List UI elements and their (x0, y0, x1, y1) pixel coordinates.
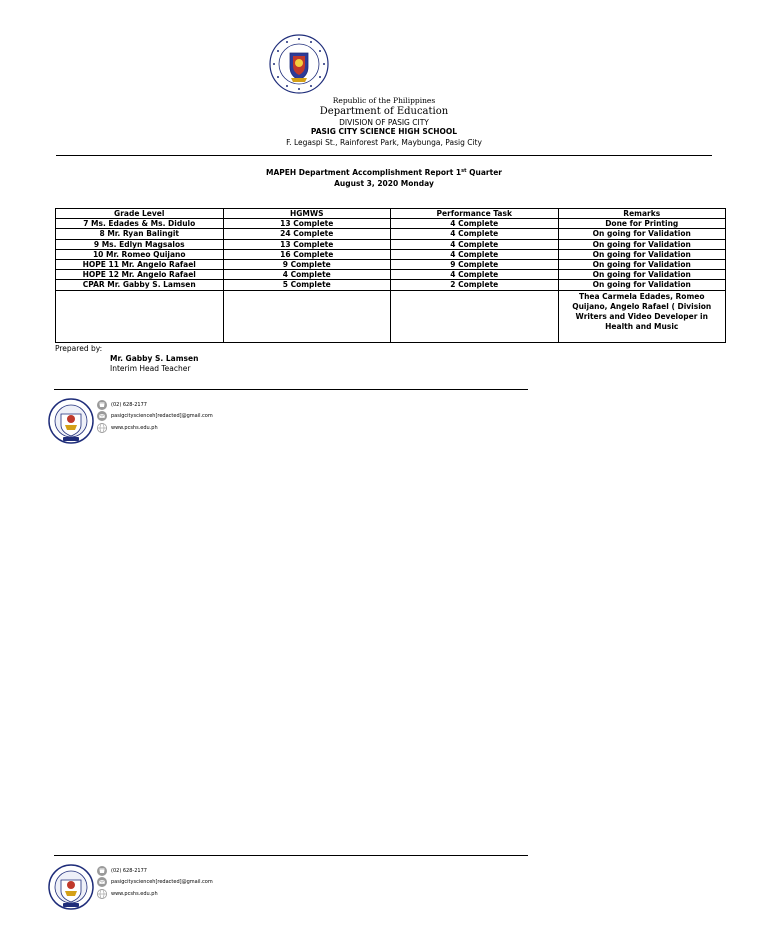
school-name: PASIG CITY SCIENCE HIGH SCHOOL (310, 127, 458, 136)
cell-hgmws: 9 Complete (223, 260, 391, 270)
cell-performance-task: 4 Complete (391, 239, 559, 249)
table-row-note (56, 290, 726, 342)
cell-performance-task: 4 Complete (391, 229, 559, 239)
footer-website-text: www.pcshs.edu.ph (111, 425, 158, 431)
col-grade-level: Grade Level (56, 209, 224, 219)
cell-hgmws: 5 Complete (223, 280, 391, 290)
cell-remarks: On going for Validation (558, 270, 726, 280)
cell-grade-level: HOPE 11 Mr. Angelo Rafael (56, 260, 224, 270)
cell-hgmws: 4 Complete (223, 270, 391, 280)
cell-remarks: On going for Validation (558, 229, 726, 239)
deped-seal-logo (269, 34, 329, 94)
signer-name: Mr. Gabby S. Lamsen (110, 354, 199, 363)
page-footer (48, 389, 538, 439)
report-title-main: MAPEH Department Accomplishment Report 1 (266, 168, 462, 177)
cell-hgmws: 16 Complete (223, 249, 391, 259)
footer-website (97, 888, 158, 900)
cell-empty (223, 290, 391, 342)
header-divider (56, 155, 712, 156)
republic-text: Republic of the Philippines (332, 96, 436, 105)
cell-remarks: On going for Validation (558, 249, 726, 259)
col-hgmws: HGMWS (223, 209, 391, 219)
school-seal-logo (48, 398, 94, 444)
table-row (56, 239, 726, 249)
signer-title: Interim Head Teacher (110, 364, 191, 373)
footer-email-text: pasigcityscienceh[redacted]@gmail.com (111, 413, 213, 419)
cell-performance-task: 4 Complete (391, 249, 559, 259)
cell-hgmws: 13 Complete (223, 219, 391, 229)
cell-grade-level: 9 Ms. Edlyn Magsalos (56, 239, 224, 249)
table-row (56, 249, 726, 259)
school-seal-logo (48, 864, 94, 910)
cell-empty (56, 290, 224, 342)
footer-email (97, 876, 213, 888)
cell-remarks: Done for Printing (558, 219, 726, 229)
cell-remarks: On going for Validation (558, 280, 726, 290)
phone-icon (97, 400, 107, 410)
cell-remarks-note: Thea Carmela Edades, Romeo Quijano, Angelo Rafael ( Division Writers and Video Developer in Health and Music (558, 290, 726, 342)
email-icon (97, 411, 107, 421)
cell-grade-level: 7 Ms. Edades & Ms. Didulo (56, 219, 224, 229)
accomplishment-table (55, 208, 726, 343)
table-row (56, 260, 726, 270)
cell-performance-task: 2 Complete (391, 280, 559, 290)
col-remarks: Remarks (558, 209, 726, 219)
report-title-quarter: Quarter (466, 168, 502, 177)
footer-website-text: www.pcshs.edu.ph (111, 891, 158, 897)
cell-performance-task: 9 Complete (391, 260, 559, 270)
report-title-ordinal: st (461, 168, 467, 174)
cell-remarks: On going for Validation (558, 239, 726, 249)
prepared-by-label: Prepared by: (55, 344, 103, 353)
report-date: August 3, 2020 Monday (334, 179, 434, 188)
cell-hgmws: 24 Complete (223, 229, 391, 239)
report-title (0, 169, 768, 177)
cell-hgmws: 13 Complete (223, 239, 391, 249)
cell-performance-task: 4 Complete (391, 219, 559, 229)
col-performance-task: Performance Task (391, 209, 559, 219)
footer-website (97, 422, 158, 434)
footer-phone-text: (02) 628-2177 (111, 868, 147, 874)
footer-email-text: pasigcityscienceh[redacted]@gmail.com (111, 879, 213, 885)
footer-divider (54, 855, 528, 856)
phone-icon (97, 866, 107, 876)
footer-divider (54, 389, 528, 390)
cell-grade-level: CPAR Mr. Gabby S. Lamsen (56, 280, 224, 290)
department-text: Department of Education (319, 106, 449, 117)
email-icon (97, 877, 107, 887)
globe-icon (97, 889, 107, 899)
globe-icon (97, 423, 107, 433)
page-footer (48, 855, 538, 905)
cell-grade-level: 10 Mr. Romeo Quijano (56, 249, 224, 259)
cell-empty (391, 290, 559, 342)
school-address: F. Legaspi St., Rainforest Park, Maybunga, Pasig City (286, 138, 482, 147)
footer-phone-text: (02) 628-2177 (111, 402, 147, 408)
table-row (56, 280, 726, 290)
table-row (56, 270, 726, 280)
cell-grade-level: 8 Mr. Ryan Balingit (56, 229, 224, 239)
cell-remarks: On going for Validation (558, 260, 726, 270)
cell-performance-task: 4 Complete (391, 270, 559, 280)
cell-grade-level: HOPE 12 Mr. Angelo Rafael (56, 270, 224, 280)
division-text: DIVISION OF PASIG CITY (339, 118, 429, 127)
table-row (56, 219, 726, 229)
table-header-row (56, 209, 726, 219)
table-row (56, 229, 726, 239)
footer-email (97, 410, 213, 422)
